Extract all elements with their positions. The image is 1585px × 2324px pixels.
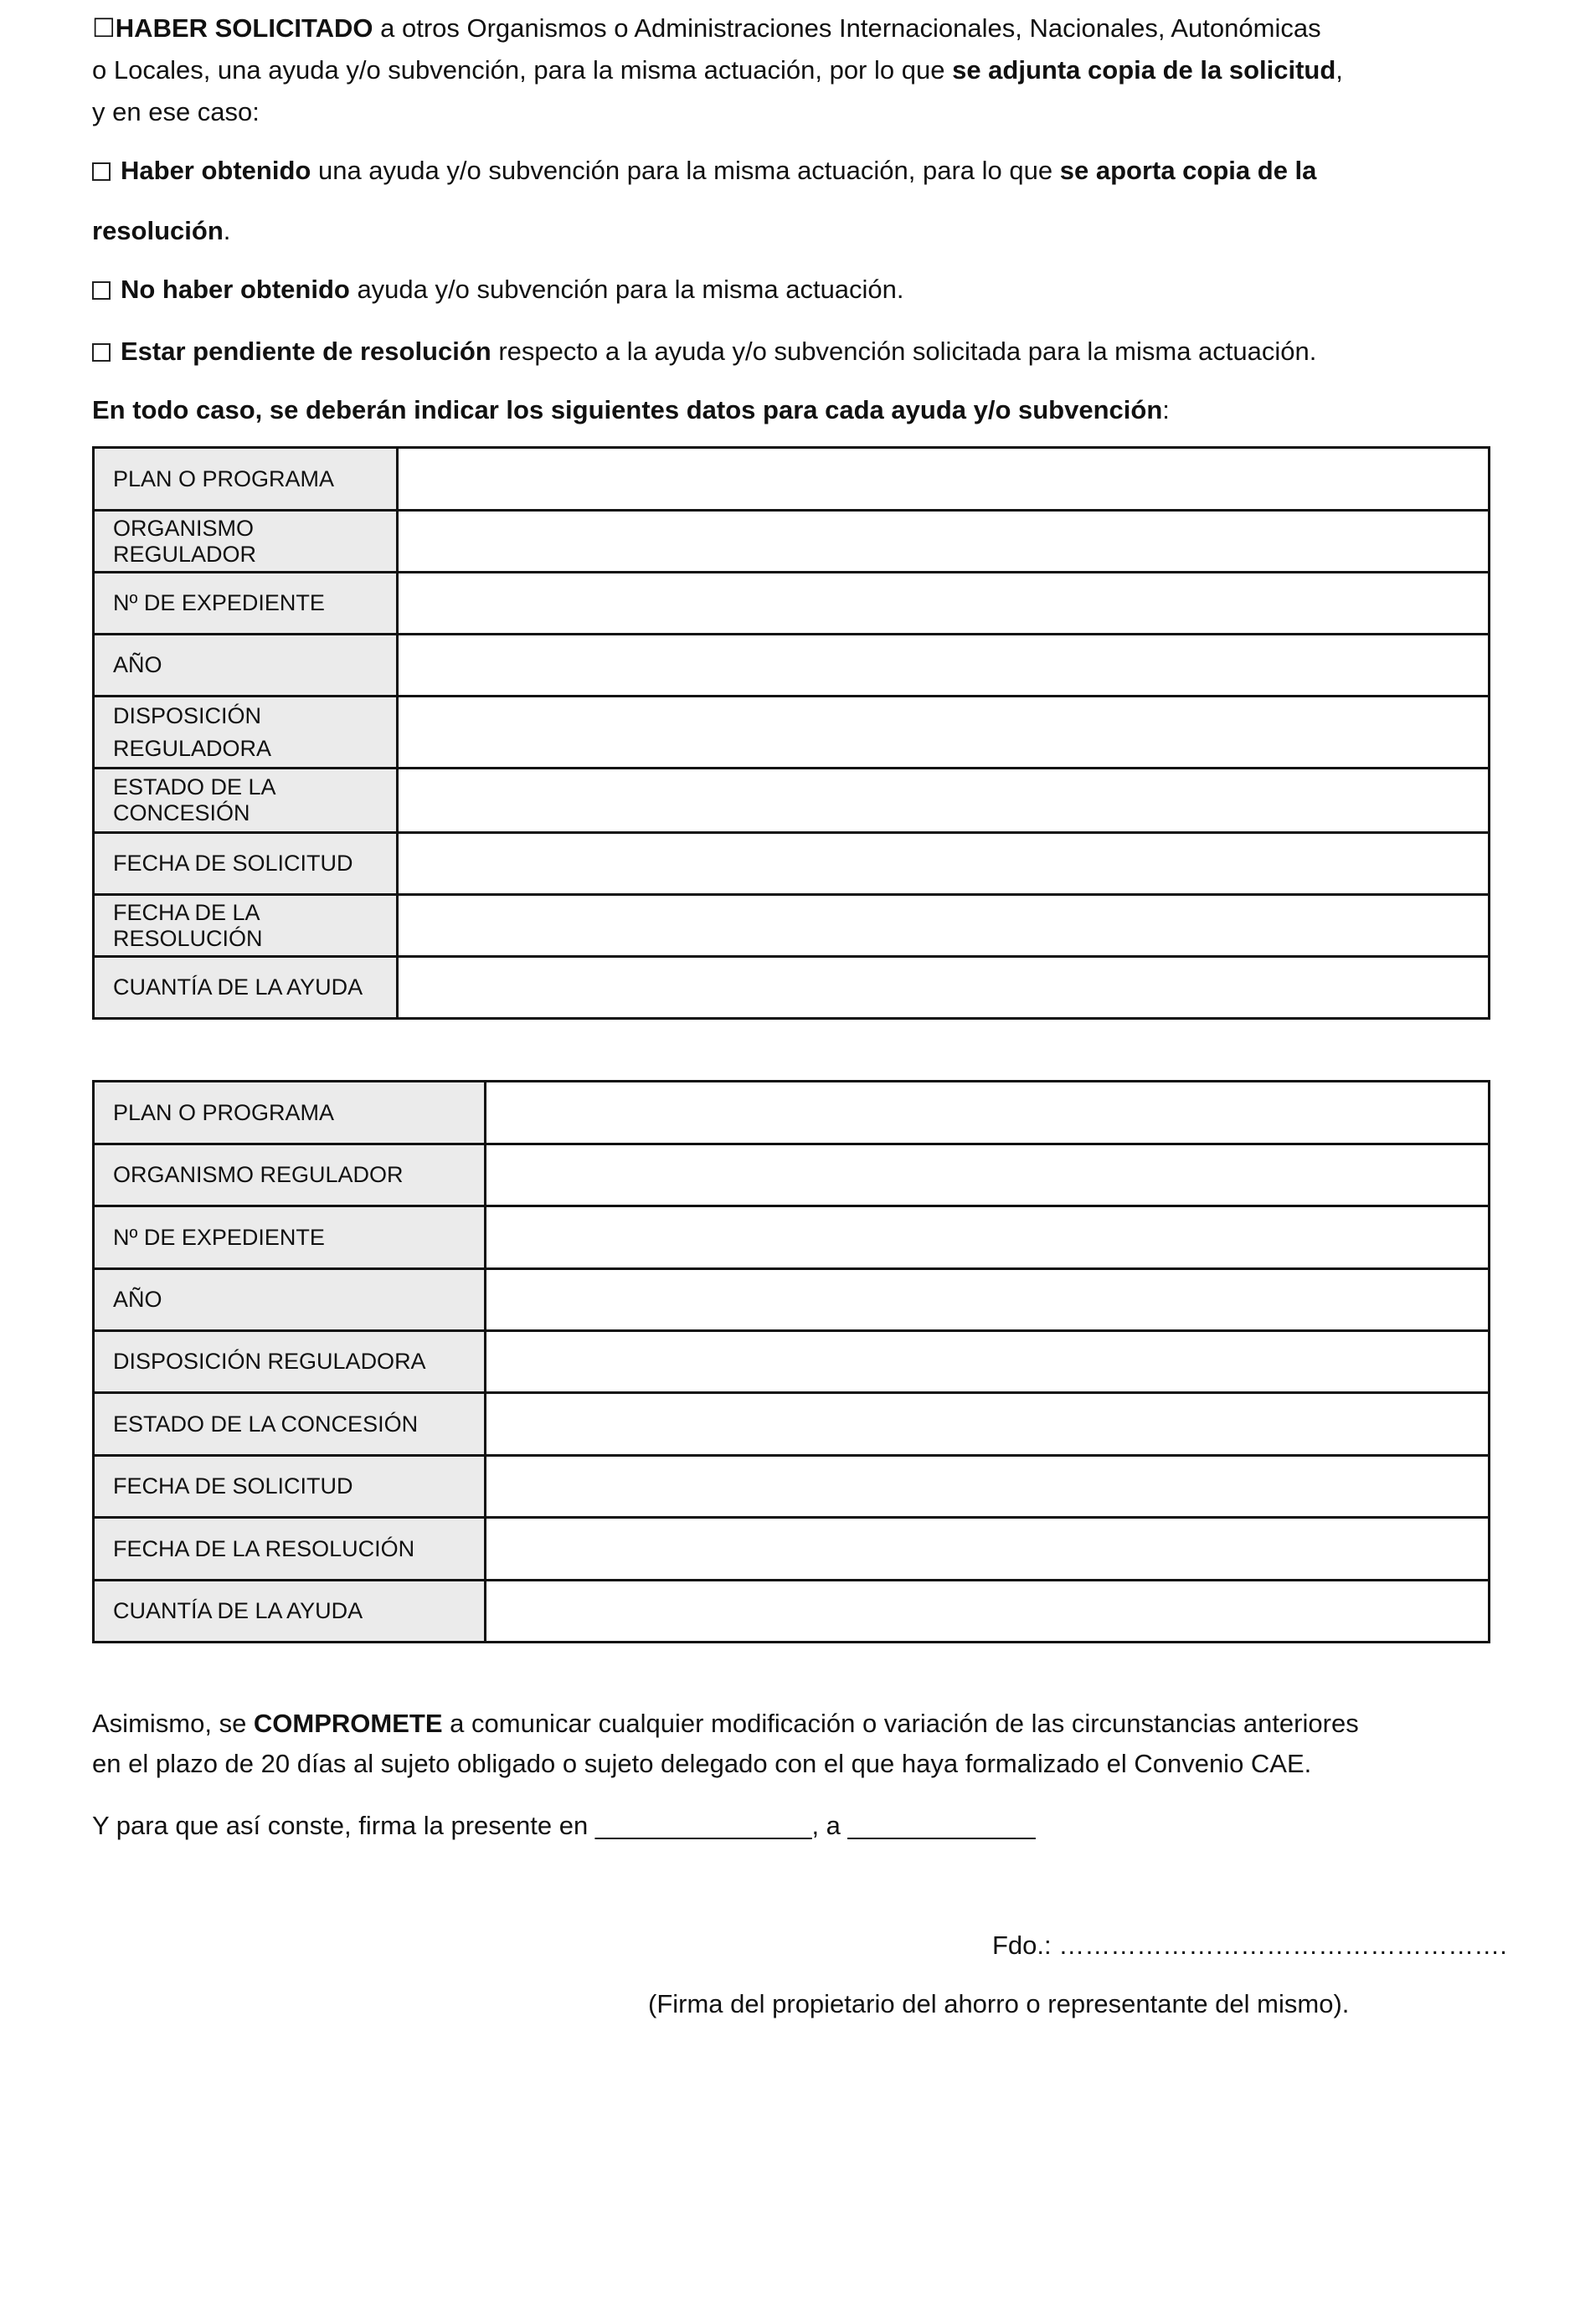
row-label: Nº DE EXPEDIENTE (94, 573, 398, 635)
value-cell[interactable] (486, 1456, 1490, 1518)
instruction-bold: En todo caso, se deberán indicar los siguientes datos para cada ayuda y/o subvención (92, 395, 1163, 424)
value-cell[interactable] (398, 511, 1490, 573)
value-cell[interactable] (398, 895, 1490, 957)
table-row (94, 895, 1490, 957)
value-cell[interactable] (398, 635, 1490, 697)
table-row (94, 957, 1490, 1019)
commitment-bold: COMPROMETE (253, 1709, 443, 1738)
option-pending (92, 332, 1316, 372)
value-cell[interactable] (486, 1082, 1490, 1144)
option-not-obtained (92, 270, 904, 310)
row-label: FECHA DE SOLICITUD (94, 833, 398, 895)
value-cell[interactable] (398, 769, 1490, 833)
value-cell[interactable] (398, 448, 1490, 511)
signature-caption: (Firma del propietario del ahorro o representante del mismo). (648, 1989, 1350, 2018)
intro-text-1: a otros Organismos o Administraciones Internacionales, Nacionales, Autonómicas (373, 13, 1321, 43)
option-obtained-line-2 (92, 211, 230, 251)
value-cell[interactable] (486, 1206, 1490, 1269)
closing-statement: Y para que así conste, firma la presente en _______________, a _____________ (92, 1811, 1036, 1840)
table-row (94, 573, 1490, 635)
value-cell[interactable] (398, 697, 1490, 769)
value-cell[interactable] (398, 833, 1490, 895)
option-obtained-text-2: . (223, 216, 231, 245)
table-row (94, 448, 1490, 511)
row-label: AÑO (94, 1269, 486, 1331)
signature-line: Fdo.: ……………………………………………. (992, 1931, 1507, 1960)
row-label: PLAN O PROGRAMA (94, 1082, 486, 1144)
value-cell[interactable] (486, 1269, 1490, 1331)
table-row (94, 1331, 1490, 1393)
value-cell[interactable] (486, 1518, 1490, 1581)
option-not-obtained-bold: No haber obtenido (121, 275, 350, 304)
table-row (94, 511, 1490, 573)
row-label: PLAN O PROGRAMA (94, 448, 398, 511)
value-cell[interactable] (398, 957, 1490, 1019)
row-label: ORGANISMO REGULADOR (94, 1144, 486, 1206)
value-cell[interactable] (486, 1144, 1490, 1206)
row-label: CUANTÍA DE LA AYUDA (94, 957, 398, 1019)
row-label: DISPOSICIÓN REGULADORA (94, 697, 398, 769)
intro-bold-2: se adjunta copia de la solicitud (952, 55, 1336, 85)
row-label: AÑO (94, 635, 398, 697)
table-row (94, 1518, 1490, 1581)
table-row (94, 1206, 1490, 1269)
value-cell[interactable] (398, 573, 1490, 635)
option-pending-text: respecto a la ayuda y/o subvención solicitada para la misma actuación. (491, 337, 1317, 366)
row-label: ORGANISMO REGULADOR (94, 511, 398, 573)
commitment-line-2: en el plazo de 20 días al sujeto obligado o sujeto delegado con el que haya formalizado el Convenio CAE. (92, 1749, 1312, 1778)
value-cell[interactable] (486, 1581, 1490, 1643)
checkbox-obtained[interactable] (92, 162, 111, 181)
row-label: ESTADO DE LA CONCESIÓN (94, 1393, 486, 1456)
intro-line-3: y en ese caso: (92, 97, 260, 126)
row-label: DISPOSICIÓN REGULADORA (94, 1331, 486, 1393)
option-obtained-bold-3: resolución (92, 216, 224, 245)
intro-text-2: o Locales, una ayuda y/o subvención, para la misma actuación, por lo que (92, 55, 953, 85)
option-pending-bold: Estar pendiente de resolución (121, 337, 491, 366)
checkbox-not-obtained[interactable] (92, 281, 111, 300)
row-label: FECHA DE SOLICITUD (94, 1456, 486, 1518)
commitment-text-2: a comunicar cualquier modificación o variación de las circunstancias anteriores (442, 1709, 1359, 1738)
option-not-obtained-text: ayuda y/o subvención para la misma actuación. (349, 275, 904, 304)
table-row (94, 769, 1490, 833)
aid-table-1 (92, 446, 1490, 1020)
table-row (94, 635, 1490, 697)
table-row (94, 1144, 1490, 1206)
table-row (94, 1393, 1490, 1456)
checkbox-icon[interactable]: ☐ (92, 13, 116, 43)
intro-bold-1: HABER SOLICITADO (115, 13, 373, 43)
instruction-text: : (1162, 395, 1170, 424)
table-row (94, 1581, 1490, 1643)
intro-line-1 (92, 8, 1321, 49)
row-label: ESTADO DE LA CONCESIÓN (94, 769, 398, 833)
row-label: FECHA DE LA RESOLUCIÓN (94, 895, 398, 957)
option-obtained-bold-2: se aporta copia de la (1059, 156, 1317, 185)
value-cell[interactable] (486, 1331, 1490, 1393)
row-label: FECHA DE LA RESOLUCIÓN (94, 1518, 486, 1581)
checkbox-pending[interactable] (92, 343, 111, 362)
intro-line-2 (92, 50, 1343, 90)
value-cell[interactable] (486, 1393, 1490, 1456)
table-row (94, 833, 1490, 895)
option-obtained-text: una ayuda y/o subvención para la misma actuación, para lo que (311, 156, 1060, 185)
commitment-line-1 (92, 1704, 1359, 1744)
table-row (94, 1082, 1490, 1144)
table-row (94, 1456, 1490, 1518)
instruction (92, 390, 1170, 430)
option-obtained-bold: Haber obtenido (121, 156, 311, 185)
option-obtained (92, 151, 1316, 191)
commitment-text-1: Asimismo, se (92, 1709, 254, 1738)
table-row (94, 697, 1490, 769)
row-label: CUANTÍA DE LA AYUDA (94, 1581, 486, 1643)
aid-table-2 (92, 1080, 1490, 1643)
table-row (94, 1269, 1490, 1331)
row-label: Nº DE EXPEDIENTE (94, 1206, 486, 1269)
intro-text-3: , (1335, 55, 1343, 85)
